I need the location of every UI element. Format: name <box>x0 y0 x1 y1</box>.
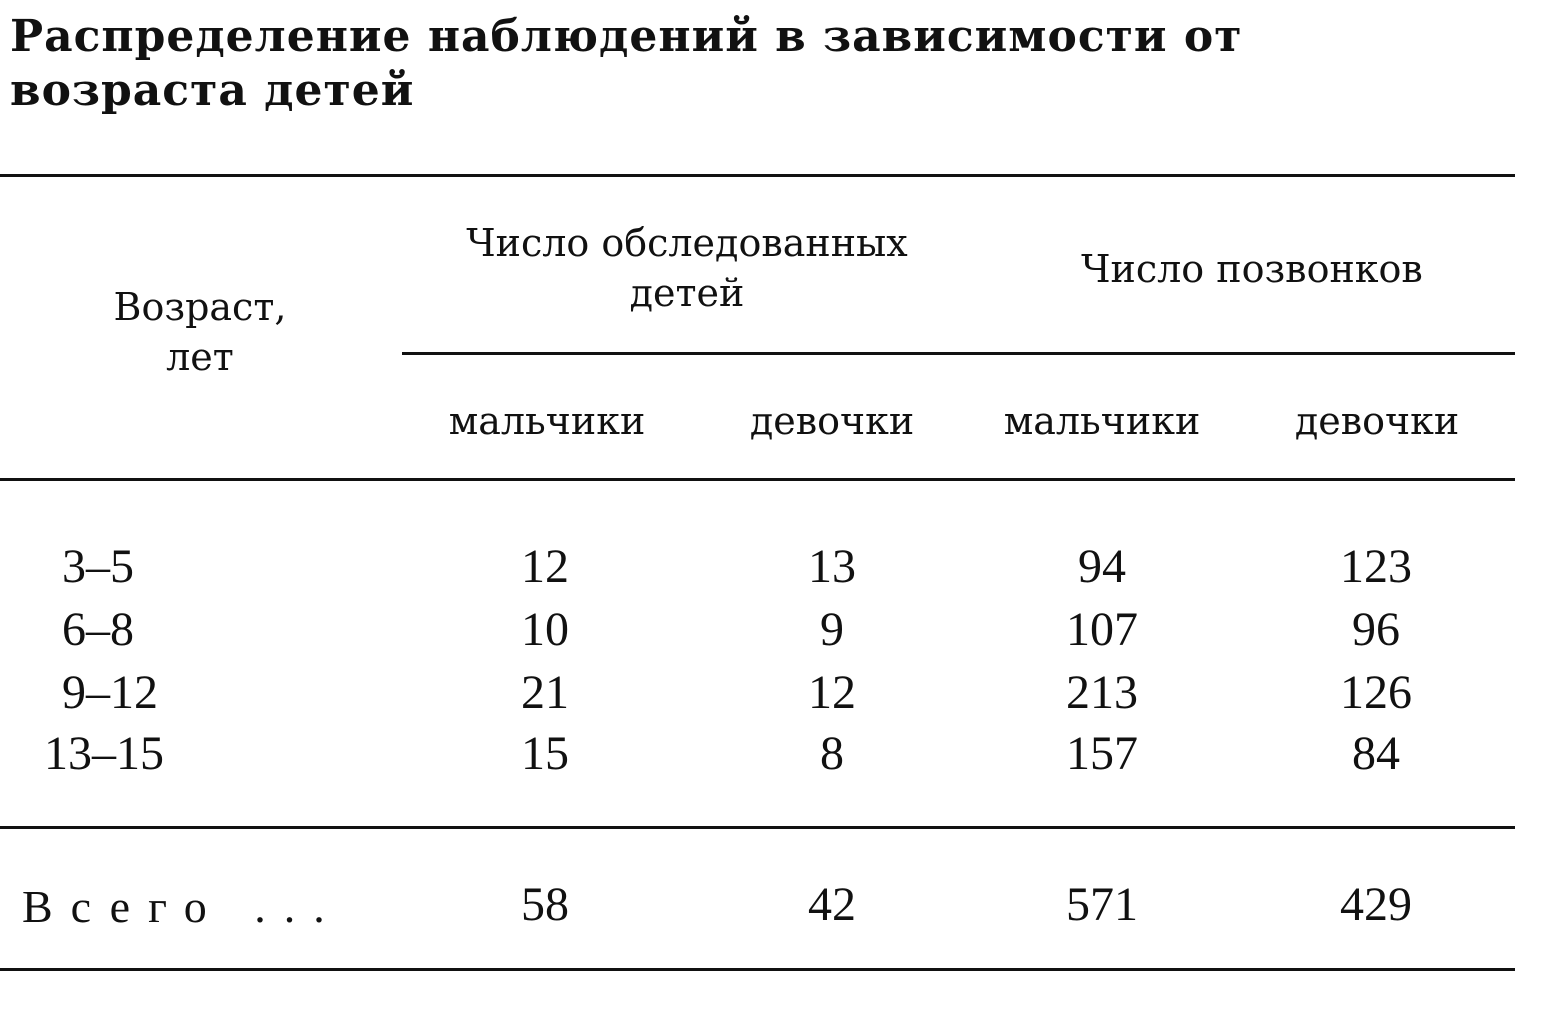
table-title-line-1: Распределение наблюдений в зависимости от <box>10 11 1243 62</box>
row-2-children-girls: 9 <box>820 603 844 656</box>
row-2-children-boys: 10 <box>521 603 569 656</box>
header-age <box>60 282 340 382</box>
subheader-children-boys: мальчики <box>448 399 646 443</box>
row-4-children-girls: 8 <box>820 727 844 780</box>
row-1-vertebrae-girls: 123 <box>1340 540 1412 593</box>
total-children-girls: 42 <box>808 878 856 931</box>
row-2-age: 6–8 <box>62 603 134 656</box>
row-2-vertebrae-boys: 107 <box>1066 603 1138 656</box>
header-sub-rule <box>402 352 1515 355</box>
row-1-children-girls: 13 <box>808 540 856 593</box>
top-rule <box>0 174 1515 177</box>
header-age-line-1: Возраст, <box>113 285 287 329</box>
table-bottom-rule <box>0 968 1515 971</box>
row-2-vertebrae-girls: 96 <box>1352 603 1400 656</box>
table-title <box>10 10 1410 118</box>
row-1-children-boys: 12 <box>521 540 569 593</box>
row-3-vertebrae-boys: 213 <box>1066 666 1138 719</box>
header-vertebrae-group: Число позвонков <box>1081 247 1423 291</box>
row-4-vertebrae-girls: 84 <box>1352 727 1400 780</box>
row-3-age: 9–12 <box>62 666 158 719</box>
header-age-line-2: лет <box>166 335 234 379</box>
subheader-vertebrae-girls: девочки <box>1294 399 1460 443</box>
total-children-boys: 58 <box>521 878 569 931</box>
subheader-vertebrae-boys: мальчики <box>1003 399 1201 443</box>
row-3-vertebrae-girls: 126 <box>1340 666 1412 719</box>
row-3-children-girls: 12 <box>808 666 856 719</box>
header-children-line-2: детей <box>629 271 745 315</box>
row-1-vertebrae-boys: 94 <box>1078 540 1126 593</box>
total-vertebrae-boys: 571 <box>1066 878 1138 931</box>
header-bottom-rule <box>0 478 1515 481</box>
total-label: Всего ... <box>22 881 343 932</box>
table-title-line-2: возраста детей <box>10 65 415 116</box>
row-4-vertebrae-boys: 157 <box>1066 727 1138 780</box>
header-children-group <box>402 218 972 318</box>
row-4-age: 13–15 <box>44 727 164 780</box>
row-4-children-boys: 15 <box>521 727 569 780</box>
row-1-age: 3–5 <box>62 540 134 593</box>
body-bottom-rule <box>0 826 1515 829</box>
subheader-children-girls: девочки <box>749 399 915 443</box>
total-vertebrae-girls: 429 <box>1340 878 1412 931</box>
row-3-children-boys: 21 <box>521 666 569 719</box>
header-children-line-1: Число обследованных <box>466 221 908 265</box>
